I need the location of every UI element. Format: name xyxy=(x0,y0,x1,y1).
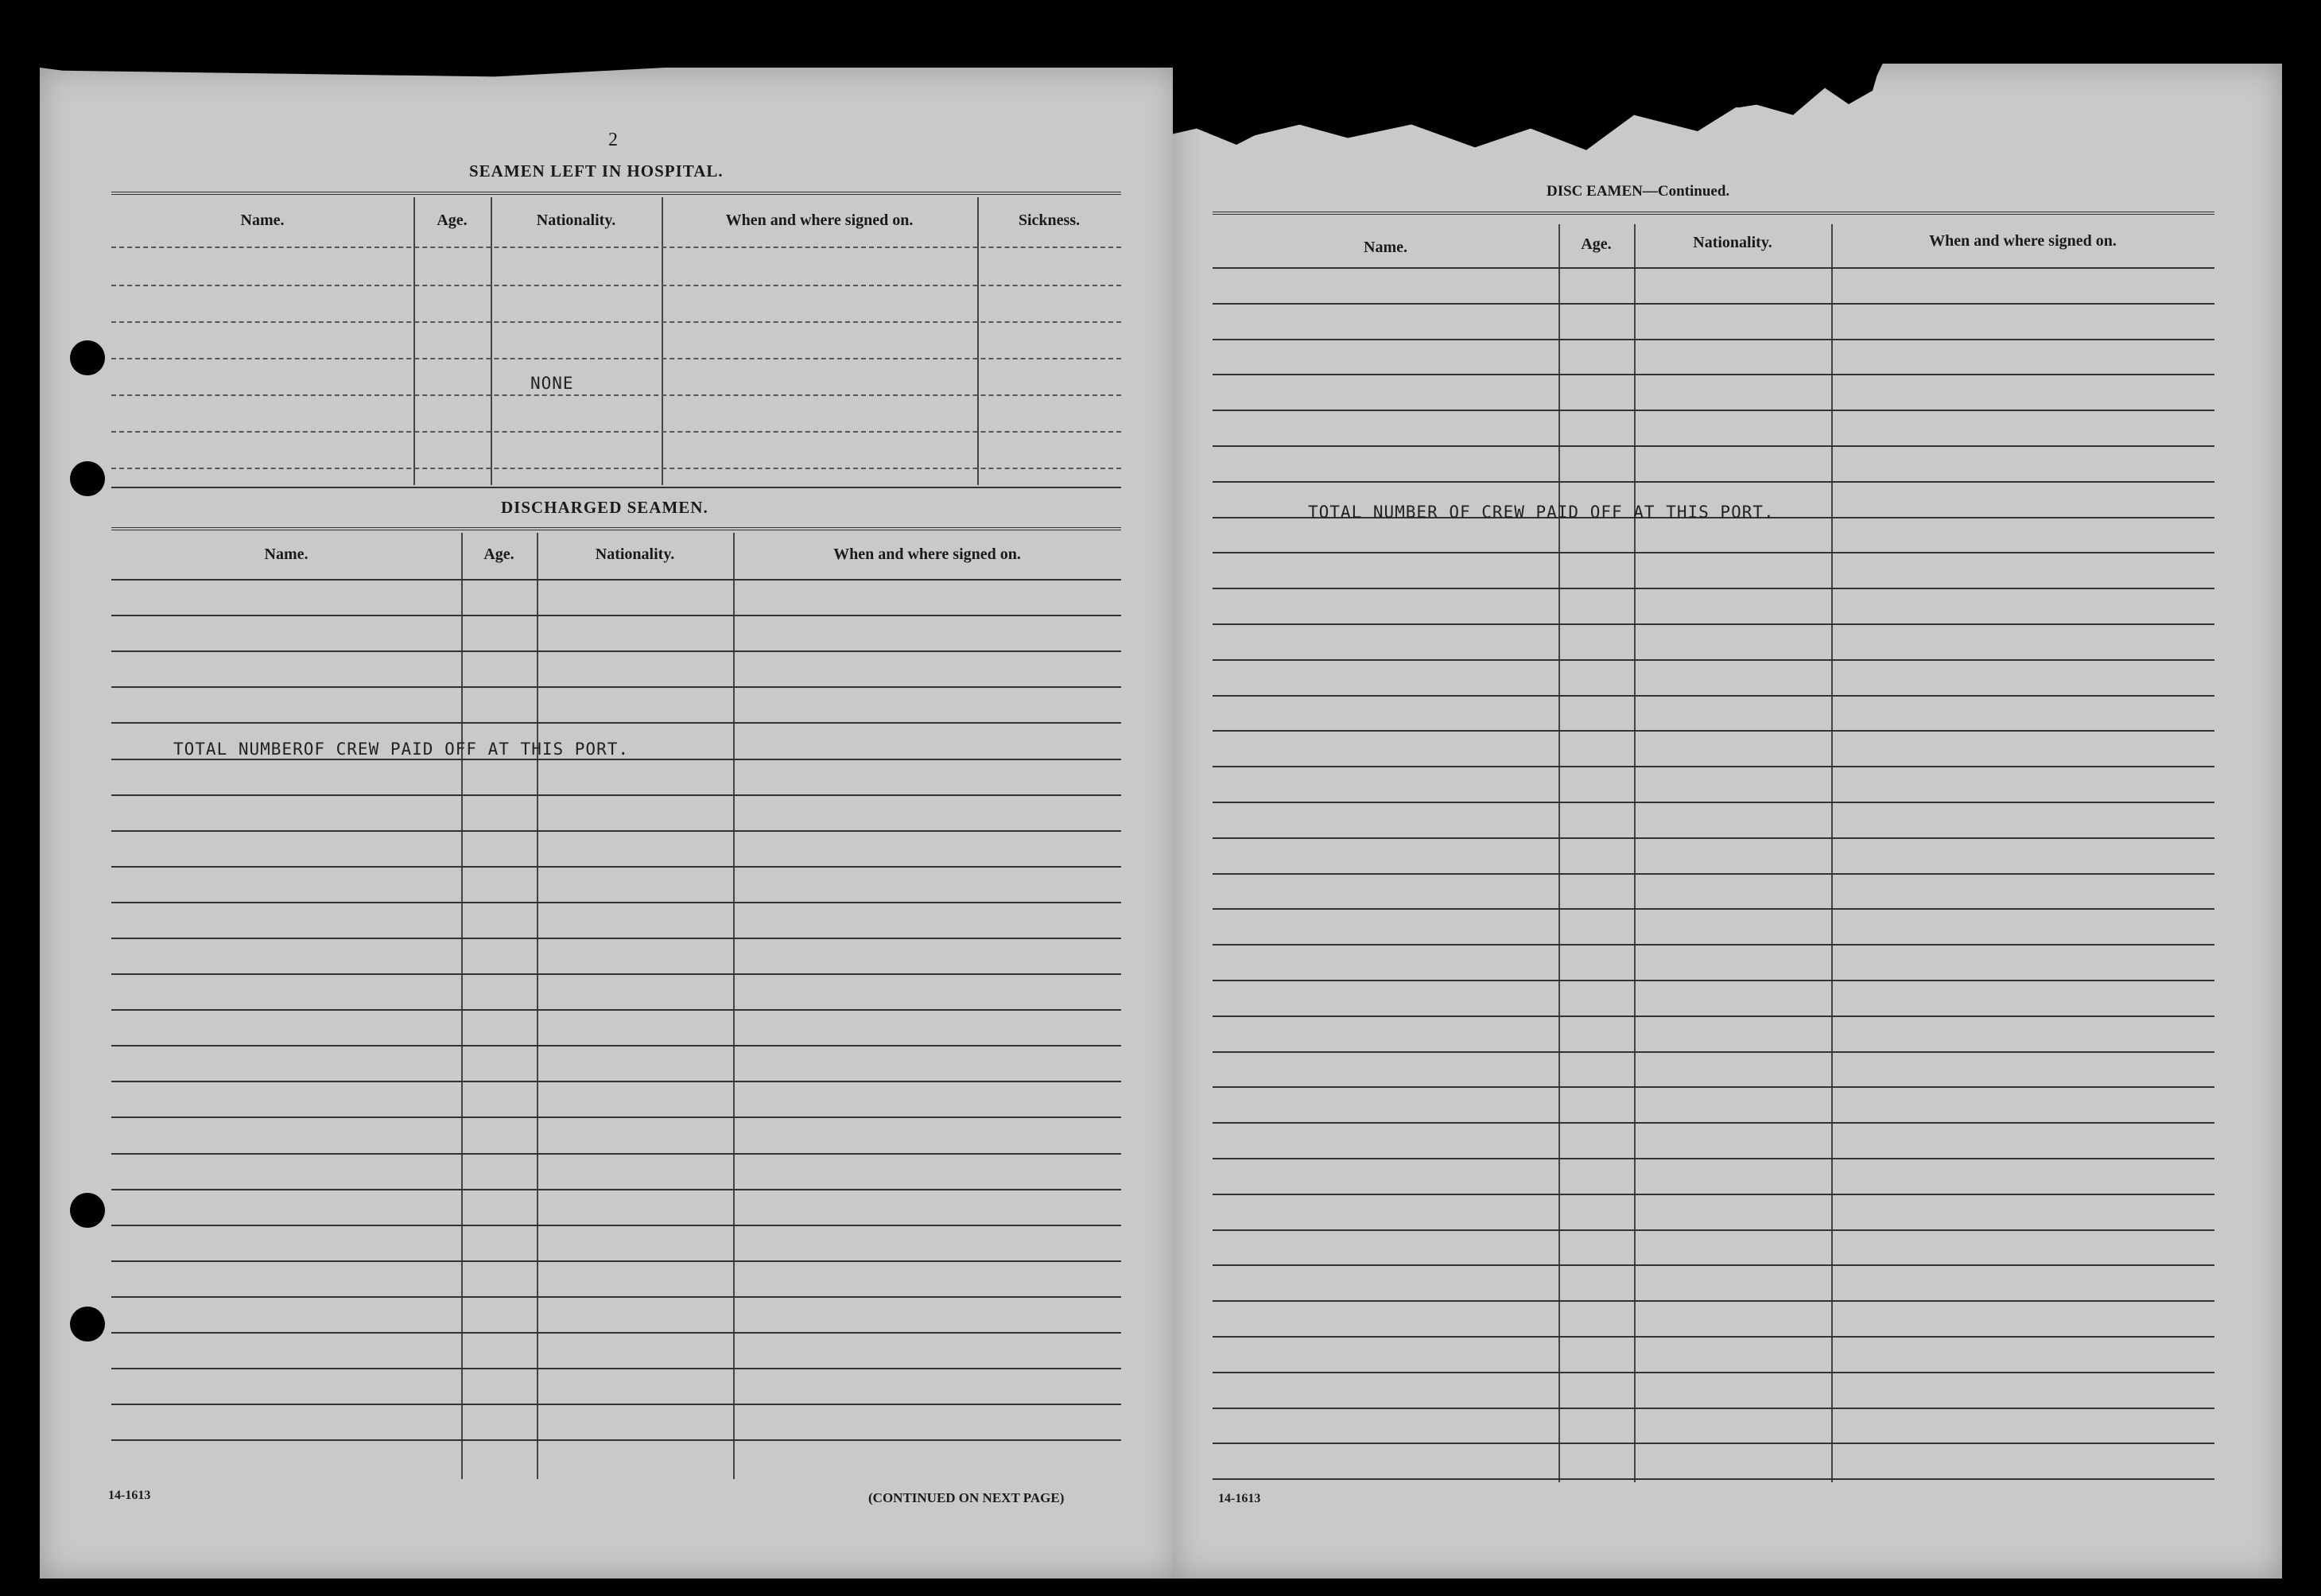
form-row-line xyxy=(1213,695,2214,697)
hospital-typed-entry: NONE xyxy=(530,374,574,393)
column-divider xyxy=(491,197,492,485)
form-row-line xyxy=(111,394,1121,396)
hospital-header-sickness: Sickness. xyxy=(1018,212,1081,229)
form-row-line xyxy=(111,650,1121,652)
form-row-line xyxy=(111,615,1121,616)
form-row-line xyxy=(111,794,1121,796)
column-divider xyxy=(413,197,415,485)
form-row-line xyxy=(111,973,1121,975)
form-row-line xyxy=(111,468,1121,469)
hospital-header-name: Name. xyxy=(240,212,285,229)
form-row-line xyxy=(1213,837,2214,839)
rule xyxy=(111,192,1121,195)
form-row-line xyxy=(1213,374,2214,375)
form-row-line xyxy=(111,1045,1121,1047)
form-number: 14-1613 xyxy=(1218,1492,1261,1505)
form-row-line xyxy=(111,247,1121,248)
form-row-line xyxy=(1213,1015,2214,1017)
form-row-line xyxy=(111,759,1121,760)
form-row-line xyxy=(111,1404,1121,1405)
continued-section-title: DISC EAMEN—Continued. xyxy=(1547,183,1730,200)
form-row-line xyxy=(111,1153,1121,1155)
form-row-line xyxy=(111,358,1121,359)
form-row-line xyxy=(111,866,1121,868)
hospital-header-nationality: Nationality. xyxy=(536,212,616,229)
form-row-line xyxy=(1213,1051,2214,1053)
binder-hole xyxy=(70,461,105,496)
form-row-line xyxy=(1213,1478,2214,1480)
form-row-line xyxy=(1213,623,2214,625)
binder-hole xyxy=(70,1193,105,1228)
discharged-header-nationality: Nationality. xyxy=(595,546,675,563)
form-row-line xyxy=(1213,410,2214,411)
form-row-line xyxy=(1213,908,2214,910)
hospital-header-age: Age. xyxy=(437,212,468,229)
left-form-page xyxy=(40,68,1177,1579)
right-header-nationality: Nationality. xyxy=(1693,234,1772,251)
form-row-line xyxy=(1213,944,2214,946)
form-row-line xyxy=(1213,1158,2214,1159)
form-row-line xyxy=(111,830,1121,832)
form-row-line xyxy=(1213,802,2214,803)
form-row-line xyxy=(111,431,1121,433)
form-row-line xyxy=(1213,873,2214,875)
right-header-signed-on: When and where signed on. xyxy=(1929,232,2117,250)
discharged-header-signed-on: When and where signed on. xyxy=(833,546,1021,563)
binder-hole xyxy=(70,1307,105,1342)
column-divider xyxy=(1558,224,1560,1482)
form-row-line xyxy=(1213,267,2214,269)
column-divider xyxy=(977,197,979,485)
form-row-line xyxy=(111,938,1121,939)
right-header-age: Age. xyxy=(1581,235,1612,253)
form-row-line xyxy=(1213,766,2214,767)
column-divider xyxy=(733,533,735,1479)
form-row-line xyxy=(1213,339,2214,340)
form-row-line xyxy=(111,722,1121,724)
form-row-line xyxy=(1213,552,2214,553)
form-row-line xyxy=(111,1368,1121,1369)
form-row-line xyxy=(1213,659,2214,661)
form-row-line xyxy=(1213,1408,2214,1409)
right-typed-entry: TOTAL NUMBER OF CREW PAID OFF AT THIS PORT. xyxy=(1308,503,1775,522)
form-row-line xyxy=(111,686,1121,688)
continued-note: (CONTINUED ON NEXT PAGE) xyxy=(868,1490,1065,1505)
form-row-line xyxy=(111,1225,1121,1226)
column-divider xyxy=(1634,224,1636,1482)
right-form-page xyxy=(1173,64,2282,1579)
column-divider xyxy=(537,533,538,1479)
form-row-line xyxy=(1213,481,2214,483)
rule xyxy=(1213,212,2214,215)
form-row-line xyxy=(1213,1443,2214,1444)
form-row-line xyxy=(111,1332,1121,1334)
form-row-line xyxy=(1213,980,2214,981)
form-row-line xyxy=(1213,1264,2214,1266)
form-row-line xyxy=(111,579,1121,581)
form-number: 14-1613 xyxy=(108,1489,151,1502)
form-row-line xyxy=(1213,1372,2214,1373)
hospital-header-signed-on: When and where signed on. xyxy=(725,212,914,229)
rule xyxy=(111,527,1121,530)
form-row-line xyxy=(111,1296,1121,1298)
form-row-line xyxy=(1213,1300,2214,1302)
form-row-line xyxy=(1213,1194,2214,1195)
rule xyxy=(111,487,1121,488)
form-row-line xyxy=(1213,588,2214,589)
form-row-line xyxy=(111,1009,1121,1011)
form-row-line xyxy=(111,1116,1121,1118)
column-divider xyxy=(1831,224,1833,1482)
column-divider xyxy=(461,533,463,1479)
form-row-line xyxy=(111,1260,1121,1262)
form-row-line xyxy=(111,1081,1121,1082)
column-divider xyxy=(662,197,663,485)
form-row-line xyxy=(1213,445,2214,447)
form-row-line xyxy=(1213,303,2214,305)
form-row-line xyxy=(1213,1122,2214,1124)
form-row-line xyxy=(1213,1229,2214,1231)
discharged-typed-entry: TOTAL NUMBEROF CREW PAID OFF AT THIS PORT. xyxy=(173,740,630,759)
form-row-line xyxy=(111,902,1121,903)
right-header-name: Name. xyxy=(1364,239,1407,256)
form-row-line xyxy=(1213,1086,2214,1088)
form-row-line xyxy=(1213,1336,2214,1338)
discharged-header-age: Age. xyxy=(483,546,514,563)
discharged-header-name: Name. xyxy=(264,546,309,563)
binder-hole xyxy=(70,340,105,375)
page-number: 2 xyxy=(608,130,618,150)
hospital-section-title: SEAMEN LEFT IN HOSPITAL. xyxy=(469,161,724,181)
form-row-line xyxy=(111,1439,1121,1441)
form-row-line xyxy=(111,1189,1121,1190)
discharged-section-title: DISCHARGED SEAMEN. xyxy=(501,498,708,517)
form-row-line xyxy=(1213,730,2214,732)
form-row-line xyxy=(111,285,1121,286)
form-row-line xyxy=(111,321,1121,323)
